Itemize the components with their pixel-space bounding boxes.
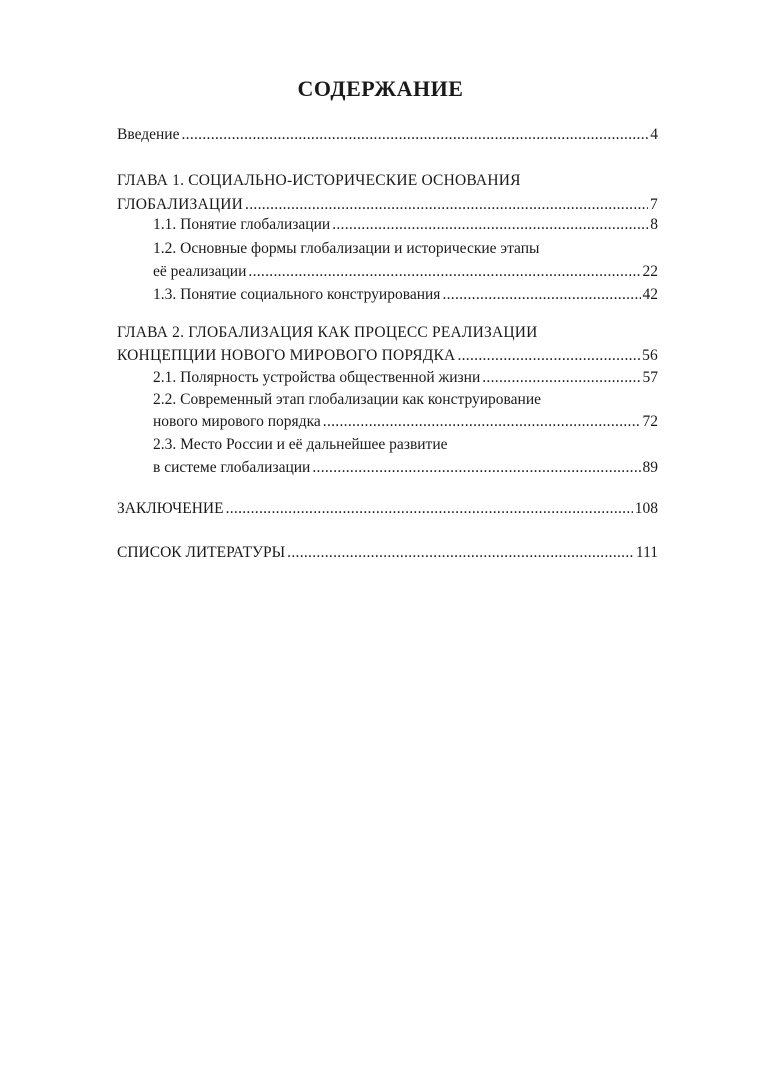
toc-entry-conclusion [117, 498, 658, 520]
toc-leader-dots [332, 214, 648, 236]
toc-page-number: 8 [650, 216, 658, 233]
toc-entry-label: 1.1. Понятие глобализации [153, 216, 331, 233]
toc-entry-label: 1.3. Понятие социального конструирования [153, 286, 441, 303]
toc-leader-dots [482, 367, 640, 389]
toc-entry-references [117, 542, 658, 564]
toc-page-number: 89 [642, 459, 658, 476]
toc-page-number: 42 [642, 286, 658, 303]
toc-leader-dots [181, 124, 648, 146]
toc-page-number: 4 [650, 126, 658, 143]
toc-entry-section-2-1 [153, 367, 658, 389]
toc-entry-chapter1 [117, 194, 658, 216]
toc-chapter2-title-line2: КОНЦЕПЦИИ НОВОГО МИРОВОГО ПОРЯДКА [117, 347, 456, 364]
toc-entry-label: ЗАКЛЮЧЕНИЕ [117, 500, 224, 517]
toc-page-number: 72 [642, 413, 658, 430]
toc-entry-intro [117, 124, 658, 146]
toc-page-number: 7 [650, 196, 658, 213]
toc-leader-dots [248, 261, 640, 283]
toc-page-number: 111 [635, 544, 658, 561]
toc-leader-dots [312, 457, 640, 479]
toc-page-number: 57 [642, 369, 658, 386]
toc-leader-dots [226, 498, 633, 520]
toc-entry-label: Введение [117, 126, 180, 143]
toc-entry-section-2-2 [153, 411, 658, 433]
toc-entry-section-2-3 [153, 457, 658, 479]
toc-entry-label: 2.1. Полярность устройства общественной жизни [153, 369, 481, 386]
toc-section-1-2-line1: 1.2. Основные формы глобализации и исторические этапы [153, 240, 540, 257]
toc-leader-dots [442, 284, 640, 306]
toc-chapter1-title-line2: ГЛОБАЛИЗАЦИИ [117, 196, 244, 213]
toc-leader-dots [287, 542, 634, 564]
toc-entry-section-1-1 [153, 214, 658, 236]
toc-entry-section-1-2 [153, 261, 658, 283]
toc-section-2-2-line1: 2.2. Современный этап глобализации как конструирование [153, 391, 541, 408]
page-title: СОДЕРЖАНИЕ [297, 76, 464, 101]
toc-section-2-3-line1: 2.3. Место России и её дальнейшее развитие [153, 436, 448, 453]
toc-leader-dots [323, 411, 641, 433]
toc-chapter2-title-line1: ГЛАВА 2. ГЛОБАЛИЗАЦИЯ КАК ПРОЦЕСС РЕАЛИЗАЦИИ [117, 324, 538, 341]
toc-entry-section-1-3 [153, 284, 658, 306]
toc-leader-dots [245, 194, 648, 216]
toc-entry-chapter2 [117, 345, 658, 367]
toc-page-number: 108 [634, 500, 658, 517]
toc-page-number: 56 [642, 347, 658, 364]
toc-section-2-3-line2: в системе глобализации [153, 459, 311, 476]
toc-section-1-2-line2: её реализации [153, 263, 247, 280]
toc-page-number: 22 [642, 263, 658, 280]
toc-leader-dots [457, 345, 640, 367]
toc-entry-label: СПИСОК ЛИТЕРАТУРЫ [117, 544, 286, 561]
toc-chapter1-title-line1: ГЛАВА 1. СОЦИАЛЬНО-ИСТОРИЧЕСКИЕ ОСНОВАНИЯ [117, 172, 521, 189]
toc-section-2-2-line2: нового мирового порядка [153, 413, 321, 430]
